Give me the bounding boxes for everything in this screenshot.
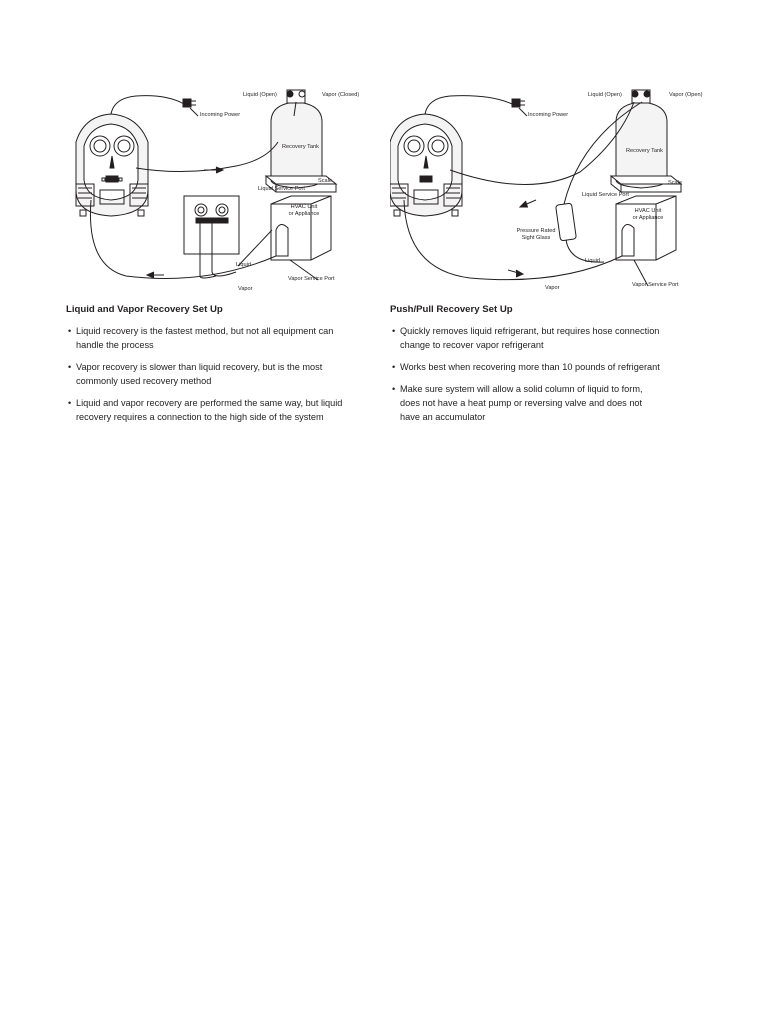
bullet-line: commonly used recovery method <box>76 376 212 386</box>
hvac-unit-text: HVAC Unit <box>290 204 318 210</box>
bullet-item <box>66 360 388 388</box>
bullet-dot: • <box>68 326 72 336</box>
or-appliance-text: or Appliance <box>632 214 664 221</box>
liquid-vapor-recovery-diagram <box>66 80 386 300</box>
hvac-unit-text: HVAC Unit <box>634 208 662 214</box>
vapor-service-port-label: Vapor Service Port <box>288 276 335 282</box>
bullet-dot: • <box>392 384 396 394</box>
recovery-machine <box>76 114 148 216</box>
liquid-service-port-label: Liquid Service Port <box>258 186 305 192</box>
push-pull-heading: Push/Pull Recovery Set Up <box>390 304 513 315</box>
bullet-line: Works best when recovering more than 10 pounds of refrigerant <box>400 362 660 372</box>
power-cord <box>425 96 512 114</box>
liquid-label: Liquid <box>236 262 251 268</box>
pressure-rated-text: Pressure Rated <box>516 228 556 234</box>
hvac-unit-label <box>284 204 324 217</box>
bullet-line: have an accumulator <box>400 412 486 422</box>
bullet-item <box>390 324 712 352</box>
scale-label: Scale <box>668 180 682 186</box>
bullet-item <box>66 396 388 424</box>
vapor-service-port-label: Vapor Service Port <box>632 282 679 288</box>
bullet-line: Vapor recovery is slower than liquid recovery, but is the most <box>76 362 323 372</box>
bullet-line: handle the process <box>76 340 154 350</box>
liquid-label: Liquid <box>585 258 600 264</box>
recovery-machine <box>390 114 462 216</box>
hvac-unit <box>616 196 676 260</box>
bullet-dot: • <box>68 362 72 372</box>
bullet-line: Liquid and vapor recovery are performed the same way, but liquid <box>76 398 343 408</box>
bullet-dot: • <box>392 362 396 372</box>
incoming-power-label: Incoming Power <box>528 112 569 118</box>
power-cord <box>111 96 184 114</box>
recovery-tank-label: Recovery Tank <box>282 144 319 150</box>
scale-label: Scale <box>318 178 332 184</box>
vapor-closed-label: Vapor (Closed) <box>322 92 360 98</box>
bullet-line: Liquid recovery is the fastest method, but not all equipment can <box>76 326 334 336</box>
hose-to-tank <box>136 142 278 172</box>
incoming-power-label: Incoming Power <box>200 112 241 118</box>
bullet-item <box>390 360 712 374</box>
bullet-line: Make sure system will allow a solid column of liquid to form, <box>400 384 643 394</box>
recovery-tank-label: Recovery Tank <box>626 148 663 154</box>
sight-glass-label <box>510 228 562 241</box>
push-pull-recovery-panel <box>390 80 710 422</box>
liquid-open-label: Liquid (Open) <box>588 92 622 98</box>
bullet-item <box>390 382 712 424</box>
bullet-line: Quickly removes liquid refrigerant, but requires hose connection <box>400 326 660 336</box>
liquid-open-label: Liquid (Open) <box>243 92 277 98</box>
sight-glass-text: Sight Glass <box>521 234 551 241</box>
bullet-item <box>66 324 388 352</box>
bullet-dot: • <box>68 398 72 408</box>
bullet-line: change to recover vapor refrigerant <box>400 340 544 350</box>
vapor-open-label: Vapor (Open) <box>669 92 703 98</box>
push-pull-recovery-diagram <box>390 80 710 300</box>
push-pull-bullet-list <box>390 324 712 432</box>
hvac-unit-label <box>628 208 668 221</box>
vapor-label: Vapor <box>545 285 560 291</box>
bullet-line: does not have a heat pump or reversing valve and does not <box>400 398 643 408</box>
power-plug <box>512 99 520 107</box>
or-appliance-text: or Appliance <box>288 210 320 217</box>
liquid-hose <box>238 230 272 266</box>
recovery-tank <box>266 90 336 192</box>
liquid-service-port-label: Liquid Service Port <box>582 192 629 198</box>
liquid-vapor-heading: Liquid and Vapor Recovery Set Up <box>66 304 223 315</box>
vapor-label: Vapor <box>238 286 253 292</box>
power-plug <box>183 99 191 107</box>
bullet-line: recovery requires a connection to the high side of the system <box>76 412 324 422</box>
recovery-tank <box>611 90 681 192</box>
liquid-vapor-recovery-panel <box>66 80 386 422</box>
bullet-dot: • <box>392 326 396 336</box>
liquid-vapor-bullet-list <box>66 324 388 432</box>
